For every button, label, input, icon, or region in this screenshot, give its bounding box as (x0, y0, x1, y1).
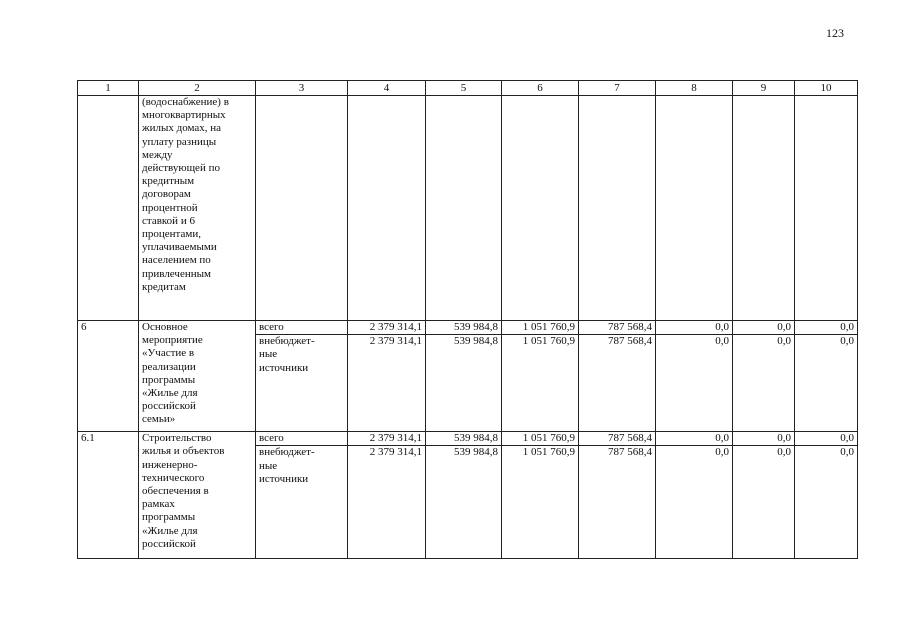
header-cell: 10 (795, 81, 858, 96)
value-cell: 0,0 (656, 446, 733, 559)
table-cell (139, 321, 256, 432)
value-cell: 0,0 (733, 335, 795, 432)
table-cell (795, 96, 858, 321)
value-cell: 2 379 314,1 (348, 335, 426, 432)
header-cell: 2 (139, 81, 256, 96)
table-cell (256, 96, 348, 321)
table-cell (656, 96, 733, 321)
value-cell: 0,0 (795, 446, 858, 559)
row-number: 6.1 (78, 432, 139, 559)
table-cell (78, 96, 139, 321)
header-cell: 8 (656, 81, 733, 96)
table-row-continuation (78, 96, 858, 321)
value-cell: 0,0 (795, 335, 858, 432)
value-cell: 787 568,4 (579, 321, 656, 335)
table-cell (579, 96, 656, 321)
value-cell: 539 984,8 (426, 432, 502, 446)
value-cell: 539 984,8 (426, 321, 502, 335)
budget-table (77, 80, 858, 559)
value-cell: 0,0 (733, 321, 795, 335)
table-header-row (78, 81, 858, 96)
page-number: 123 (826, 26, 844, 40)
header-cell: 1 (78, 81, 139, 96)
activity-name: Строительство жилья и объектов инженерно- технического обеспечения в рамках программы «Жилье для российской (142, 432, 225, 550)
funding-source: внебюджет- ные источники (259, 335, 315, 374)
table-cell (348, 96, 426, 321)
table-cell (426, 96, 502, 321)
table-row (78, 321, 858, 335)
header-cell: 4 (348, 81, 426, 96)
header-cell: 6 (502, 81, 579, 96)
value-cell: 0,0 (733, 432, 795, 446)
table-cell (139, 432, 256, 559)
value-cell: 1 051 760,9 (502, 321, 579, 335)
value-cell: 787 568,4 (579, 432, 656, 446)
funding-source: всего (259, 432, 284, 445)
value-cell: 1 051 760,9 (502, 335, 579, 432)
value-cell: 1 051 760,9 (502, 446, 579, 559)
table-cell (256, 321, 348, 335)
header-cell: 7 (579, 81, 656, 96)
table-row (78, 432, 858, 446)
table-cell (256, 446, 348, 559)
activity-name: Основное мероприятие «Участие в реализации программы «Жилье для российской семьи» (142, 321, 203, 426)
row-number: 6 (78, 321, 139, 432)
table-cell (502, 96, 579, 321)
table-cell (256, 432, 348, 446)
value-cell: 539 984,8 (426, 335, 502, 432)
value-cell: 0,0 (656, 321, 733, 335)
value-cell: 1 051 760,9 (502, 432, 579, 446)
value-cell: 2 379 314,1 (348, 321, 426, 335)
value-cell: 0,0 (795, 432, 858, 446)
value-cell: 0,0 (656, 335, 733, 432)
table-cell (733, 96, 795, 321)
header-cell: 5 (426, 81, 502, 96)
header-cell: 9 (733, 81, 795, 96)
value-cell: 2 379 314,1 (348, 432, 426, 446)
value-cell: 0,0 (795, 321, 858, 335)
table-cell (139, 96, 256, 321)
value-cell: 787 568,4 (579, 335, 656, 432)
funding-source: всего (259, 321, 284, 333)
table-cell (256, 335, 348, 432)
activity-name: (водоснабжение) в многоквартирных жилых домах, на уплату разницы между действующей по кредитным договорам процентной ставкой и 6 процентами, уплачиваемыми населением по привлеченным кредитам (142, 96, 229, 293)
value-cell: 2 379 314,1 (348, 446, 426, 559)
value-cell: 0,0 (656, 432, 733, 446)
value-cell: 0,0 (733, 446, 795, 559)
value-cell: 539 984,8 (426, 446, 502, 559)
header-cell: 3 (256, 81, 348, 96)
value-cell: 787 568,4 (579, 446, 656, 559)
funding-source: внебюджет- ные источники (259, 446, 315, 485)
